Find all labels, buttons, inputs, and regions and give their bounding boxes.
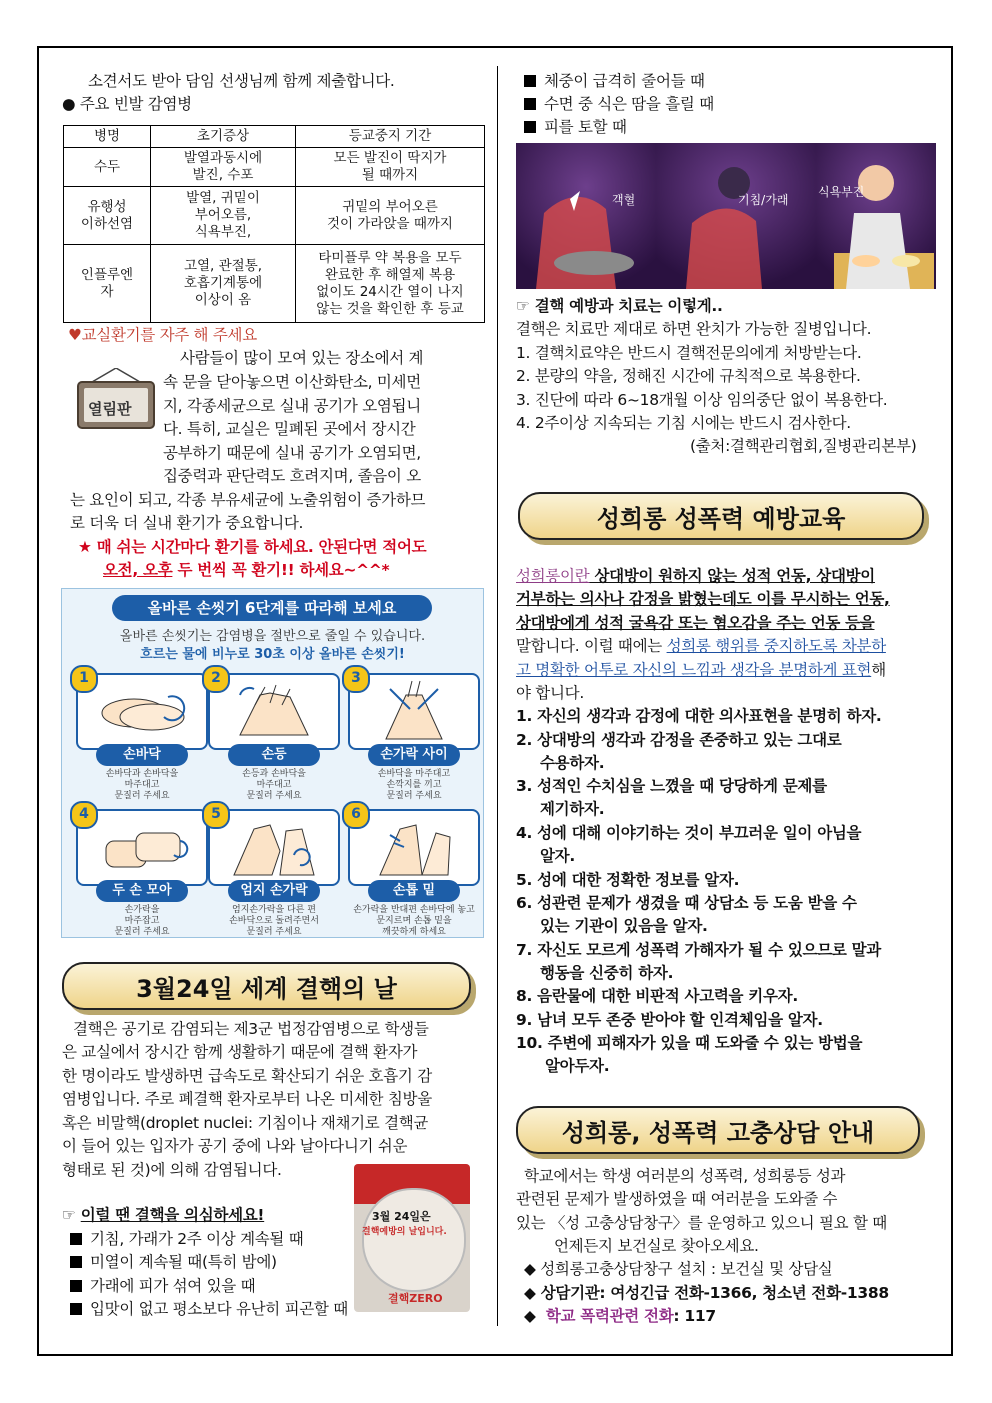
square-bullet-icon <box>70 1256 82 1268</box>
harassment-intro: 상대방에게 성적 굴욕감 또는 혐오감을 주는 언동 등을 <box>516 614 875 632</box>
disease-table <box>63 125 485 323</box>
symptom-label: 기침/가래 <box>738 193 789 207</box>
list-item: 입맛이 없고 평소보다 유난히 피곤할 때 <box>70 1298 348 1322</box>
table-cell: 타미플루 약 복용을 모두 완료한 후 해열제 복용 없이도 24시간 열이 나지 않는 것을 확인한 후 등교 <box>296 245 485 323</box>
step-desc: 엄지손가락을 다른 편 손바닥으로 돌려주면서 문질러 주세요 <box>229 905 319 937</box>
square-bullet-icon <box>524 98 536 110</box>
table-cell: 인플루엔 자 <box>64 245 151 323</box>
interlaced-fingers-icon <box>350 675 478 748</box>
table-row <box>64 187 485 245</box>
ventilation-text: 로 더욱 더 실내 환기가 중요합니다. <box>70 514 304 532</box>
tb-poster-image <box>354 1164 470 1312</box>
tb-text: 은 교실에서 장시간 함께 생활하기 때문에 결핵 환자가 <box>62 1043 418 1061</box>
tb-text: 형태로 된 것)에 의해 감염됩니다. <box>62 1161 282 1179</box>
symptom-label: 식욕부진 <box>818 185 865 199</box>
step-number: 5 <box>202 801 230 829</box>
poster-text: 3월 24일은 <box>372 1210 431 1223</box>
counsel-banner: 성희롱, 성폭력 고충상담 안내 <box>516 1106 920 1154</box>
open-sign-image <box>72 368 160 432</box>
rule-item: 있는 기관이 있음을 알자. <box>540 917 708 935</box>
handwash-subtitle: 올바른 손씻기는 감염병을 절반으로 줄일 수 있습니다. <box>119 629 426 644</box>
prevention-intro: 결핵은 치료만 제대로 하면 완치가 가능한 질병입니다. <box>516 320 872 338</box>
step-desc: 손가락을 반대편 손바닥에 놓고 문지르며 손톱 밑을 깨끗하게 하세요 <box>353 905 475 937</box>
tb-text: 염병입니다. 주로 폐결핵 환자로부터 나온 미세한 침방울 <box>62 1090 432 1108</box>
harassment-banner: 성희롱 성폭력 예방교육 <box>518 492 924 540</box>
table-header: 초기증상 <box>151 126 296 148</box>
poster-brand: 결핵ZERO <box>388 1292 443 1305</box>
tb-text: 혹은 비말핵(droplet nuclei: 기침이나 재채기로 결핵균 <box>62 1114 429 1132</box>
back-of-hand-icon <box>210 675 338 748</box>
tb-text: 이 들어 있는 입자가 공기 중에 나와 날아다니기 쉬운 <box>62 1137 408 1155</box>
diamond-bullet-icon: ◆ <box>524 1307 536 1325</box>
intro-line: 소견서도 받아 담임 선생님께 함께 제출합니다. <box>88 72 395 90</box>
step-desc: 손바닥과 손바닥을 마주대고 문질러 주세요 <box>105 769 179 801</box>
step-label: 엄지 손가락 <box>228 880 320 902</box>
handwash-step <box>348 806 480 937</box>
handwash-step <box>76 806 208 937</box>
tb-symptom-illustration <box>516 143 936 289</box>
harassment-intro: 고 명확한 어투로 자신의 느낌과 생각을 분명하게 표현해 <box>516 661 886 679</box>
list-item: 미열이 계속될 때(특히 밤에) <box>70 1251 277 1275</box>
step-desc: 손등과 손바닥을 마주대고 문질러 주세요 <box>242 769 306 801</box>
list-item: 피를 토할 때 <box>524 116 627 140</box>
rule-item: 1. 자신의 생각과 감정에 대한 의사표현을 분명히 하자. <box>516 707 882 725</box>
column-divider <box>497 66 498 1326</box>
counsel-text: 학교에서는 학생 여러분의 성폭력, 성희롱등 성과 <box>524 1167 846 1185</box>
step-label: 손바닥 <box>96 744 188 766</box>
ventilation-text: 는 요인이 되고, 각종 부유세균에 노출위험이 증가하므 <box>70 491 426 509</box>
pointing-hand-icon: ☞ <box>516 297 530 315</box>
counsel-text: 언제든지 보건실로 찾아오세요. <box>554 1237 759 1255</box>
step-desc: 손가락을 마주잡고 문질러 주세요 <box>114 905 170 937</box>
table-row <box>64 148 485 187</box>
ventilation-alert: ★ 매 쉬는 시간마다 환기를 하세요. 안된다면 적어도 <box>78 538 427 556</box>
rule-item: 9. 남녀 모두 존중 받아야 할 인격체임을 알자. <box>516 1011 823 1029</box>
rule-item: 알자. <box>540 847 575 865</box>
tb-day-banner: 3월24일 세계 결핵의 날 <box>62 962 471 1010</box>
tb-symptom-image <box>516 143 936 289</box>
handwash-subtitle: 흐르는 물에 비누로 30초 이상 올바른 손씻기! <box>140 647 405 662</box>
harassment-intro: 성희롱이란 상대방이 원하지 않는 성적 언동, 상대방이 <box>516 567 875 585</box>
ventilation-text: 공부하기 때문에 실내 공기가 오염되면, <box>163 444 421 462</box>
rule-item: 8. 음란물에 대한 비판적 사고력을 키우자. <box>516 987 798 1005</box>
table-cell: 고열, 관절통, 호흡기계통에 이상이 옴 <box>151 245 296 323</box>
thumb-icon <box>210 811 338 884</box>
ventilation-title: ♥교실환기를 자주 해 주세요 <box>68 326 257 344</box>
handwash-step <box>208 670 340 801</box>
table-cell: 발열, 귀밑이 부어오름, 식욕부진, <box>151 187 296 245</box>
symptom-label: 객혈 <box>612 193 636 207</box>
step-desc: 손바닥을 마주대고 손깍지를 끼고 문질러 주세요 <box>377 769 451 801</box>
rule-item: 알아두자. <box>545 1057 610 1075</box>
table-cell: 수두 <box>64 148 151 187</box>
source-note: (출처:결핵관리협회,질병관리본부) <box>690 437 917 455</box>
table-cell: 발열과동시에 발진, 수포 <box>151 148 296 187</box>
section-title: ● 주요 빈발 감염병 <box>62 95 192 113</box>
ventilation-text: 지, 각종세균으로 실내 공기가 오염됩니 <box>163 397 421 415</box>
step-label: 손톱 밑 <box>368 880 460 902</box>
poster-text: 결핵예방의 날입니다. <box>362 1227 447 1237</box>
handwash-infographic <box>61 588 484 938</box>
harassment-intro: 야 합니다. <box>516 684 584 702</box>
tb-text: 결핵은 공기로 감염되는 제3군 법정감염병으로 학생들 <box>73 1020 429 1038</box>
counsel-text: 있는 〈성 고충상담창구〉를 운영하고 있으니 필요 할 때 <box>516 1214 887 1232</box>
pointing-hand-icon: ☞ <box>62 1206 76 1224</box>
rule-item: 2. 상대방의 생각과 감정을 존중하고 있는 그대로 <box>516 731 842 749</box>
handwash-step <box>348 670 480 801</box>
prevention-title: ☞ 결핵 예방과 치료는 이렇게.. <box>516 297 723 315</box>
fingernail-icon <box>350 811 478 884</box>
table-header-row <box>64 126 485 148</box>
rule-item: 4. 성에 대해 이야기하는 것이 부끄러운 일이 아님을 <box>516 824 862 842</box>
step-number: 2 <box>202 665 230 693</box>
step-label: 두 손 모아 <box>96 880 188 902</box>
list-item: 기침, 가래가 2주 이상 계속될 때 <box>70 1228 303 1252</box>
list-item: 수면 중 식은 땀을 흘릴 때 <box>524 93 714 117</box>
prevention-item: 3. 진단에 따라 6~18개월 이상 임의중단 없이 복용한다. <box>516 391 888 409</box>
ventilation-text: 속 문을 닫아놓으면 이산화탄소, 미세먼 <box>163 373 421 391</box>
step-label: 손등 <box>228 744 320 766</box>
prevention-item: 1. 결핵치료약은 반드시 결핵전문의에게 처방받는다. <box>516 344 862 362</box>
open-sign-text: 열림판 <box>88 400 132 418</box>
table-cell: 귀밑의 부어오른 것이 가라앉을 때까지 <box>296 187 485 245</box>
rule-item: 5. 성에 대한 정확한 정보를 알자. <box>516 871 740 889</box>
school-violence-line: ◆ 학교 폭력관련 전화: 117 <box>524 1307 716 1325</box>
tb-suspect-title: ☞ 이럴 땐 결핵을 의심하세요! <box>62 1206 265 1224</box>
harassment-intro: 거부하는 의사나 감정을 밝혔는데도 이를 무시하는 언동, <box>516 590 890 608</box>
rule-item: 제기하자. <box>540 800 605 818</box>
clasped-hands-icon <box>78 811 206 884</box>
table-header: 등교중지 기간 <box>296 126 485 148</box>
bullet-icon: ● <box>62 95 76 113</box>
handwash-step <box>208 806 340 937</box>
rule-item: 수용하자. <box>540 754 605 772</box>
handwash-title: 올바른 손씻기 6단계를 따라해 보세요 <box>112 595 432 621</box>
ventilation-text: 사람들이 많이 모여 있는 장소에서 계 <box>180 349 424 367</box>
rule-item: 7. 자신도 모르게 성폭력 가해자가 될 수 있으므로 말과 <box>516 941 881 959</box>
ventilation-text: 집중력과 판단력도 흐려지며, 졸음이 오 <box>163 467 421 485</box>
square-bullet-icon <box>70 1233 82 1245</box>
rule-item: 3. 성적인 수치심을 느꼈을 때 당당하게 문제를 <box>516 777 827 795</box>
step-number: 4 <box>70 801 98 829</box>
table-row <box>64 245 485 323</box>
rule-item: 6. 성관련 문제가 생겼을 때 상담소 등 도움 받을 수 <box>516 894 857 912</box>
rule-item: 10. 주변에 피해자가 있을 때 도와줄 수 있는 방법을 <box>516 1034 863 1052</box>
counsel-bullet: ◆ 성희롱고충상담창구 설치 : 보건실 및 상담실 <box>524 1260 833 1278</box>
list-item: 체중이 급격히 줄어들 때 <box>524 70 705 94</box>
square-bullet-icon <box>70 1303 82 1315</box>
table-header: 병명 <box>64 126 151 148</box>
square-bullet-icon <box>524 121 536 133</box>
ventilation-text: 다. 특히, 교실은 밀폐된 곳에서 장시간 <box>163 420 416 438</box>
prevention-item: 4. 2주이상 지속되는 기침 시에는 반드시 검사한다. <box>516 414 851 432</box>
step-number: 3 <box>342 665 370 693</box>
handwash-step <box>76 670 208 801</box>
square-bullet-icon <box>70 1280 82 1292</box>
table-cell: 유행성 이하선염 <box>64 187 151 245</box>
palms-icon <box>78 675 206 748</box>
counsel-text: 관련된 문제가 발생하였을 때 여러분을 도와줄 수 <box>516 1190 838 1208</box>
tb-text: 한 명이라도 발생하면 급속도로 확산되기 쉬운 호흡기 감 <box>62 1067 432 1085</box>
prevention-item: 2. 분량의 약을, 정해진 시간에 규칙적으로 복용한다. <box>516 367 861 385</box>
step-number: 6 <box>342 801 370 829</box>
ventilation-alert: 오전, 오후 두 번씩 꼭 환기!! 하세요~^^* <box>103 561 390 579</box>
harassment-intro: 말합니다. 이럴 때에는 성희롱 행위를 중지하도록 차분하 <box>516 637 886 655</box>
counsel-bullet: ◆ 상담기관: 여성긴급 전화-1366, 청소년 전화-1388 <box>524 1284 889 1302</box>
rule-item: 행동을 신중히 하자. <box>540 964 674 982</box>
step-label: 손가락 사이 <box>368 744 460 766</box>
table-cell: 모든 발진이 딱지가 될 때까지 <box>296 148 485 187</box>
step-number: 1 <box>70 665 98 693</box>
list-item: 가래에 피가 섞여 있을 때 <box>70 1275 255 1299</box>
square-bullet-icon <box>524 75 536 87</box>
